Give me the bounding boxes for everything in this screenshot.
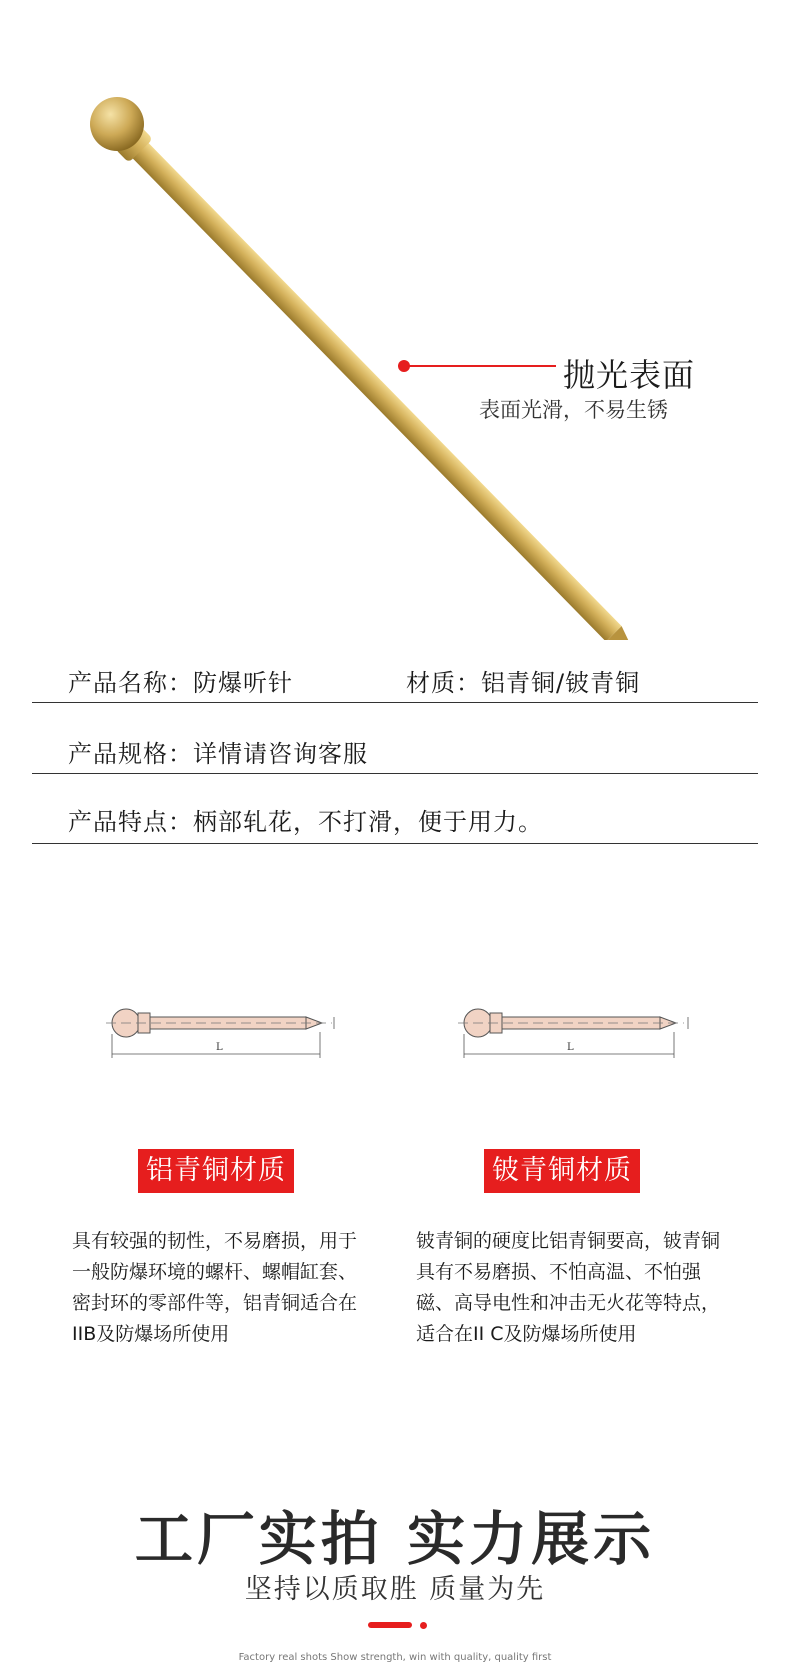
spec-product-name: 产品名称：防爆听针 [68,669,293,697]
product-photo [0,0,790,640]
beryllium-bronze-badge: 铍青铜材质 [484,1149,640,1193]
dimension-label: L [567,1042,574,1053]
factory-banner-english: Factory real shots Show strength, win with quality, quality first [238,1652,552,1663]
divider [32,702,758,703]
callout-pointer [398,360,556,372]
divider [32,773,758,774]
aluminum-bronze-badge: 铝青铜材质 [138,1149,294,1193]
spec-size: 产品规格：详情请咨询客服 [68,740,368,768]
factory-banner-title: 工厂实拍 实力展示 [134,1505,656,1573]
accent-dot [420,1622,427,1629]
callout-subtitle: 表面光滑，不易生锈 [479,398,668,422]
dimension-label: L [216,1042,223,1053]
beryllium-bronze-diagram [444,1000,704,1062]
callout-title: 抛光表面 [563,356,696,394]
aluminum-bronze-diagram [100,1000,360,1062]
beryllium-bronze-description: 铍青铜的硬度比铝青铜要高，铍青铜具有不易磨损、不怕高温、不怕强磁、高导电性和冲击无火花等特点，适合在II C及防爆场所使用 [416,1230,721,1345]
aluminum-bronze-description: 具有较强的韧性，不易磨损，用于一般防爆环境的螺杆、螺帽缸套、密封环的零部件等，铝青铜适合在IIB及防爆场所使用 [72,1230,358,1345]
accent-bar [368,1622,412,1628]
spec-material: 材质：铝青铜/铍青铜 [406,669,641,697]
factory-banner-subtitle: 坚持以质取胜 质量为先 [244,1574,546,1605]
spec-feature: 产品特点：柄部轧花，不打滑，便于用力。 [68,808,543,836]
divider [32,843,758,844]
